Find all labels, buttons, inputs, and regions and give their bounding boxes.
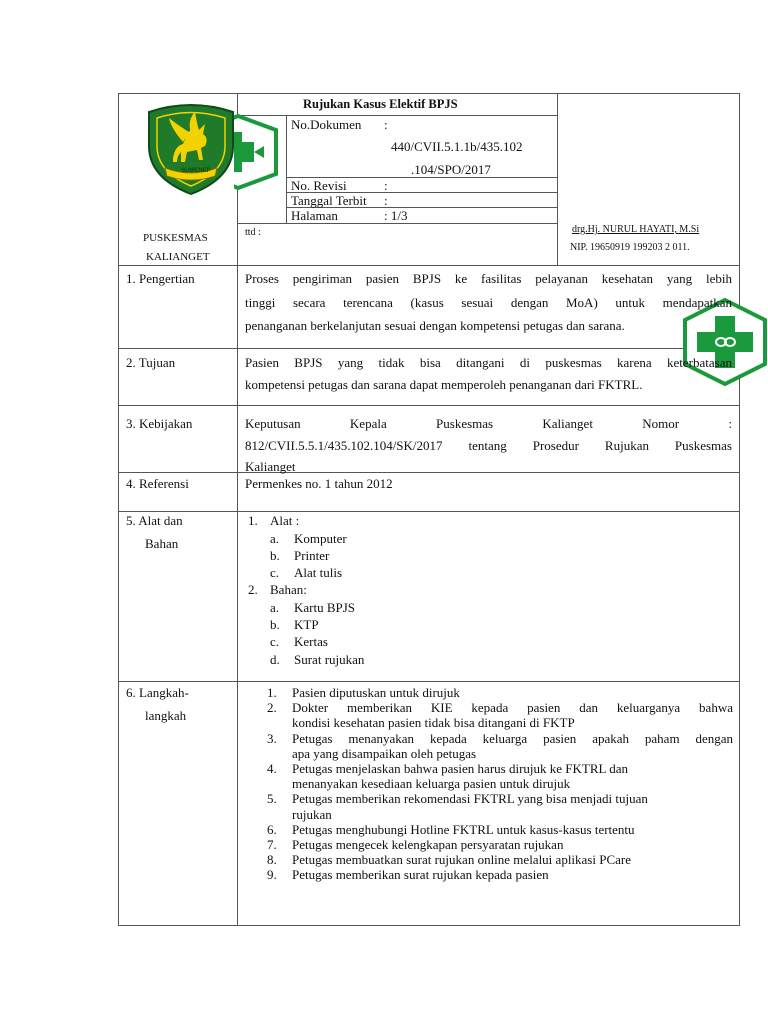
- list-item: [270, 531, 347, 547]
- list-letter: c.: [270, 565, 280, 580]
- step-text: Pasien diputuskan untuk dirujuk: [292, 685, 460, 700]
- list-item: [270, 565, 342, 581]
- step-number: 4.: [267, 761, 277, 776]
- list-item: [270, 634, 328, 650]
- pengertian-line: Proses pengiriman pasien BPJS ke fasilitas pelayanan kesehatan yang lebih: [245, 271, 732, 286]
- step-number: 2.: [267, 700, 277, 716]
- alat-heading: [248, 513, 299, 529]
- list-letter: b.: [270, 617, 280, 632]
- list-letter: b.: [270, 548, 280, 563]
- pengertian-line: tinggi secara terencana (kasus sesuai dengan MoA) untuk mendapatkan: [245, 295, 732, 310]
- list-item-text: KTP: [294, 617, 319, 632]
- step-text: menanyakan kesediaan keluarga pasien untuk dirujuk: [292, 776, 571, 792]
- step-number: 1.: [267, 685, 277, 700]
- halaman-label: Halaman: [291, 208, 338, 223]
- step-text: kondisi kesehatan pasien tidak bisa ditangani di FKTP: [292, 715, 575, 731]
- org-name-line2: KALIANGET: [146, 251, 210, 263]
- no-revisi-label: No. Revisi: [291, 178, 347, 193]
- step-text: rujukan: [292, 806, 332, 822]
- tanggal-terbit-colon: :: [384, 193, 388, 208]
- list-item: [270, 652, 364, 668]
- tujuan-line: Pasien BPJS yang tidak bisa ditangani di puskesmas karena keterbatasan: [245, 355, 732, 370]
- section-label-pengertian: 1. Pengertian: [126, 271, 195, 286]
- puskesmas-logo-small: [234, 112, 278, 192]
- list-letter: d.: [270, 652, 280, 667]
- section-label-kebijakan: 3. Kebijakan: [126, 416, 193, 431]
- step-text: apa yang disampaikan oleh petugas: [292, 745, 477, 761]
- section-label-alat-bahan: 5. Alat dan: [126, 513, 183, 528]
- document-title: Rujukan Kasus Elektif BPJS: [303, 97, 458, 111]
- section-label-langkah: 6. Langkah-: [126, 685, 189, 700]
- referensi-text: Permenkes no. 1 tahun 2012: [245, 476, 393, 491]
- step-text: Petugas memberikan rekomendasi FKTRL yang bisa menjadi tujuan: [292, 791, 648, 807]
- list-letter: a.: [270, 531, 280, 546]
- pengertian-line: penanganan berkelanjutan sesuai dengan kompetensi petugas dan sarana.: [245, 318, 625, 333]
- list-item: [270, 617, 319, 633]
- section-label-langkah-2: langkah: [145, 708, 187, 723]
- step-number: 8.: [267, 852, 277, 868]
- alat-title: Alat :: [270, 513, 300, 528]
- section-label-alat-bahan-2: Bahan: [145, 536, 179, 551]
- list-item: [270, 548, 329, 564]
- halaman-value: : 1/3: [384, 208, 408, 223]
- bahan-title: Bahan:: [270, 582, 307, 597]
- bahan-number: 2.: [248, 582, 258, 597]
- list-item-text: Komputer: [294, 531, 347, 546]
- list-letter: a.: [270, 600, 280, 615]
- regency-emblem: [143, 102, 239, 196]
- step-number: 7.: [267, 837, 277, 852]
- no-dokumen-value-1: 440/CVII.5.1.1b/435.102: [391, 139, 523, 154]
- kebijakan-line: Keputusan Kepala Puskesmas Kalianget Nomor :: [245, 416, 732, 431]
- ttd-label: ttd :: [245, 227, 261, 238]
- step-text: Petugas menghubungi Hotline FKTRL untuk kasus-kasus tertentu: [292, 821, 635, 837]
- signer-name: drg.Hj. NURUL HAYATI, M.Si: [572, 224, 700, 235]
- step-text: Dokter memberikan KIE kepada pasien dan keluarganya bahwa: [292, 700, 733, 716]
- bahan-heading: [248, 582, 307, 598]
- step-text: Petugas menjelaskan bahwa pasien harus dirujuk ke FKTRL dan: [292, 761, 628, 776]
- no-revisi-colon: :: [384, 178, 388, 193]
- no-dokumen-label: No.Dokumen: [291, 117, 362, 132]
- step-number: 9.: [267, 867, 277, 883]
- step-number: 5.: [267, 791, 277, 807]
- list-item-text: Surat rujukan: [294, 652, 365, 667]
- list-item-text: Printer: [294, 548, 330, 563]
- step-number: 3.: [267, 730, 277, 746]
- step-text: Petugas membuatkan surat rujukan online melalui aplikasi PCare: [292, 852, 632, 868]
- step-text: Petugas menanyakan kepada keluarga pasien apakah paham dengan: [292, 730, 733, 746]
- step-text: Petugas memberikan surat rujukan kepada pasien: [292, 867, 549, 883]
- step-number: 6.: [267, 821, 277, 837]
- section-label-referensi: 4. Referensi: [126, 476, 189, 491]
- section-label-tujuan: 2. Tujuan: [126, 355, 176, 370]
- org-name-line1: PUSKESMAS: [143, 232, 208, 244]
- list-item-text: Kartu BPJS: [294, 600, 356, 615]
- kebijakan-line: Kalianget: [245, 459, 296, 474]
- kebijakan-line: 812/CVII.5.5.1/435.102.104/SK/2017 tentang Prosedur Rujukan Puskesmas: [245, 438, 732, 453]
- no-dokumen-value-2: .104/SPO/2017: [411, 162, 491, 177]
- emblem-text: SUMENEP: [181, 168, 211, 174]
- list-item-text: Alat tulis: [294, 565, 343, 580]
- tanggal-terbit-label: Tanggal Terbit: [291, 193, 367, 208]
- signer-nip: NIP. 19650919 199203 2 011.: [570, 242, 690, 253]
- list-item: [270, 600, 355, 616]
- alat-number: 1.: [248, 513, 258, 528]
- list-letter: c.: [270, 634, 280, 649]
- step-text: Petugas mengecek kelengkapan persyaratan rujukan: [292, 837, 564, 852]
- list-item-text: Kertas: [294, 634, 328, 649]
- tujuan-line: kompetensi petugas dan sarana dapat memperoleh penanganan dari FKTRL.: [245, 377, 643, 392]
- no-dokumen-colon: :: [384, 117, 388, 132]
